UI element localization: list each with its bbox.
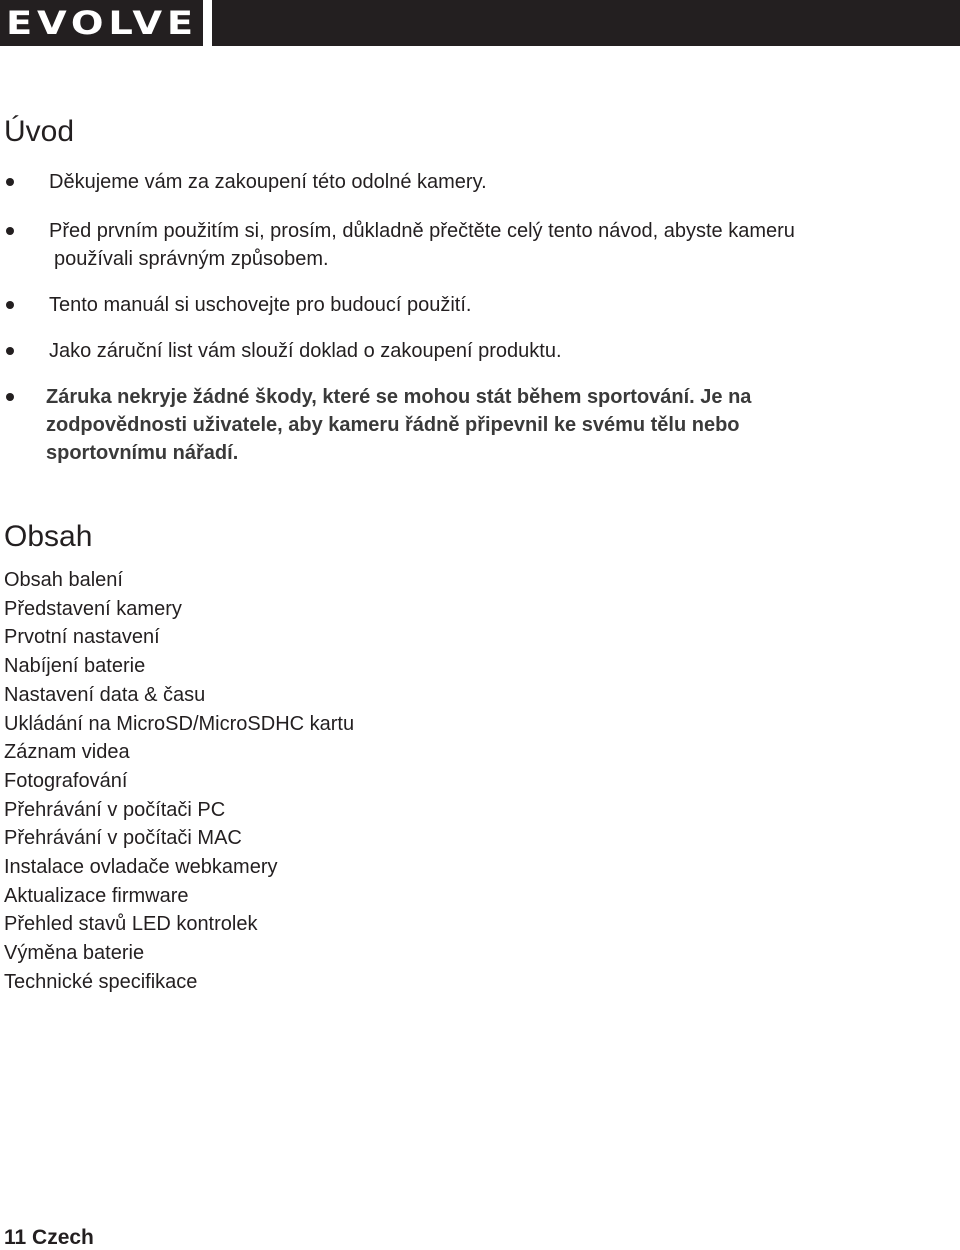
contents-item: Přehrávání v počítači PC [4, 798, 226, 821]
bullet-dot-icon [6, 393, 14, 401]
logo-text: EVOLVE [5, 4, 198, 42]
bullet-text: Záruka nekryje žádné škody, které se mohou stát během sportování. Je na [46, 386, 752, 408]
intro-bullet-warranty [0, 383, 900, 467]
contents-item: Přehled stavů LED kontrolek [4, 913, 258, 936]
contents-item: Ukládání na MicroSD/MicroSDHC kartu [4, 712, 355, 735]
contents-item: Nabíjení baterie [4, 655, 146, 678]
contents-item: Instalace ovladače webkamery [4, 856, 278, 879]
contents-item: Fotografování [4, 769, 128, 792]
contents-item: Prvotní nastavení [4, 626, 160, 649]
contents-item: Výměna baterie [4, 942, 145, 965]
bullet-text-continued: zodpovědnosti uživatele, aby kameru řádně připevnil ke svému tělu nebo [46, 414, 740, 436]
page-header [0, 0, 960, 46]
contents-item: Nastavení data & času [4, 683, 206, 706]
intro-bullet [0, 217, 900, 273]
header-bar [212, 0, 960, 46]
bullet-text: Před prvním použitím si, prosím, důkladně přečtěte celý tento návod, abyste kameru [49, 220, 795, 242]
intro-title: Úvod [4, 115, 75, 148]
evolve-logo [0, 0, 203, 46]
contents-item: Obsah balení [4, 569, 123, 591]
contents-title: Obsah [4, 520, 93, 553]
intro-bullet [0, 337, 900, 365]
bullet-dot-icon [6, 227, 14, 235]
bullet-text: Děkujeme vám za zakoupení této odolné kamery. [49, 171, 487, 193]
bullet-text-continued: používali správným způsobem. [54, 248, 329, 270]
bullet-text-continued: sportovnímu nářadí. [46, 442, 239, 464]
intro-bullet-list [0, 168, 900, 467]
intro-bullet [0, 291, 900, 319]
intro-bullet [0, 168, 900, 196]
contents-item: Představení kamery [4, 597, 182, 620]
contents-item: Přehrávání v počítači MAC [4, 827, 242, 850]
bullet-text: Tento manuál si uschovejte pro budoucí použití. [49, 294, 472, 316]
contents-item: Technické specifikace [4, 970, 198, 993]
page-footer: 11 Czech [4, 1226, 94, 1249]
bullet-dot-icon [6, 178, 14, 186]
contents-item: Aktualizace firmware [4, 884, 189, 907]
contents-list [4, 566, 354, 997]
bullet-text: Jako záruční list vám slouží doklad o zakoupení produktu. [49, 340, 562, 362]
bullet-dot-icon [6, 347, 14, 355]
bullet-dot-icon [6, 301, 14, 309]
contents-item: Záznam videa [4, 741, 130, 764]
